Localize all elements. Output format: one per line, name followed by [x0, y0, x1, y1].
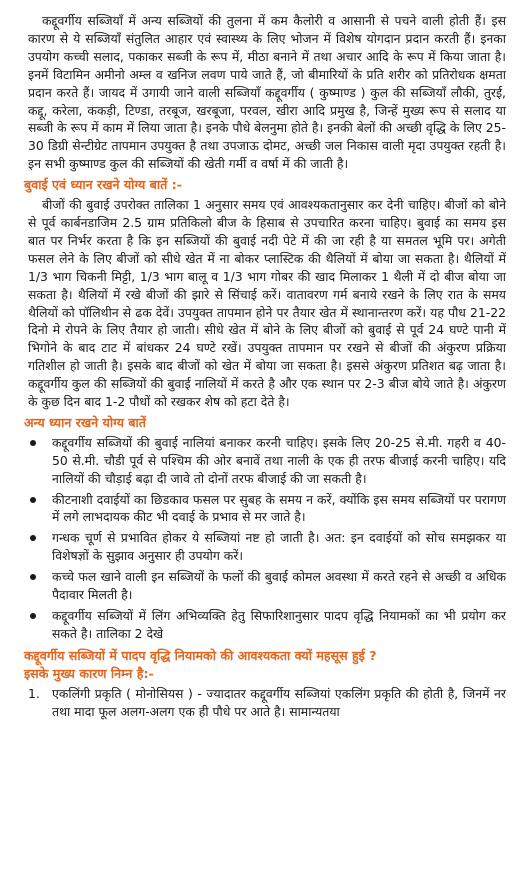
- bullet-text: कद्दूवर्गीय सब्जियों की बुवाई नालियां बनाकर करनी चाहिए। इसके लिए 20-25 से.मी. गहरी व 40-50 से.मी. चौडी पूर्व से पश्चिम की ओर बनावें तथा नाली के एक ही तरफ बीजाई करनी चाहिए। यदि नालियों की चौड़ाई बढ़ा दी जावे तो दोनों तरफ बीजाई की जा सकती है।: [52, 434, 506, 486]
- numbered-list: [28, 685, 506, 721]
- bullet-dot-icon: [30, 574, 36, 580]
- bullet-item: [28, 434, 506, 488]
- bullet-list: [28, 434, 506, 643]
- bullet-text: कच्चे फल खाने वाली इन सब्जियों के फलों की बुवाई कोमल अवस्था में करते रहने से अच्छी व अधिक पैदावार मिलती है।: [52, 569, 506, 603]
- bullet-text: कीटनाशी दवाईयों का छिडकाव फसल पर सुबह के समय न करें, क्योंकि इस समय सब्जियों पर परागण में लगे लाभदायक कीट भी दवाई के प्रभाव से मर जाते है।: [52, 491, 506, 525]
- bullet-item: [28, 491, 506, 527]
- bullet-text: गन्धक चूर्ण से प्रभावित होकर ये सब्जियां नष्ट हो जाती है। अत: इन दवाईयों को सोच समझकर या विशेषज्ञों के सुझाव अनुसार ही उपयोग करें।: [52, 530, 506, 564]
- bullet-dot-icon: [30, 497, 36, 503]
- item-text: एकलिंगी प्रकृति ( मोनोसियस ) - ज्यादातर कद्दूवर्गीय सब्जियां एकलिंग प्रकृति की होती है, जिनमें नर तथा मादा फूल अलग-अलग एक ही पौधे पर आते है। सामान्यतया: [52, 685, 506, 719]
- numbered-item: [28, 685, 506, 721]
- item-number: 1.: [28, 685, 40, 701]
- question-heading: कद्दूवर्गीय सब्जियों में पादप वृद्धि नियामको की आवश्यकता क्यों महसूस हुई ?: [24, 647, 377, 663]
- reasons-heading: इसके मुख्य कारण निम्न है:-: [24, 665, 154, 681]
- intro-paragraph: कद्दूवर्गीय सब्जियाँ में अन्य सब्जियों की तुलना में कम कैलोरी व आसानी से पचने वाली होती हैं। इस कारण से ये सब्जियाँ संतुलित आहार एवं स्वास्थ्य के लिए भोजन में विशेष योगदान प्रदान करती हैं। इनका उपयोग कच्ची सलाद, पकाकर सब्जी के रूप में, मीठा बनाने में तथा अचार आदि के रूप में किया जाता है। इनमें विटामिन अमीनो अम्ल व खनिज लवण पाये जाते हैं, जो बीमारियों के प्रति शरीर को प्रतिरोधक क्षमता प्रदान करते हैं। जायद में उगायी जाने वाली सब्जियाँ कद्दूवर्गीय ( कुष्माण्ड ) कुल की सब्जियाँ लौकी, तुरई, कद्दू, करेला, ककड़ी, टिण्डा, तरबूज, खरबूजा, परवल, खीरा आदि प्रमुख है, जिन्हें मुख्य रूप से सलाद या सब्जी के रूप में काम में लिया जाता है। इनके पौधे बेलनुमा होते है। इनकी बेलों की अच्छी वृद्धि के लिए 25-30 डिग्री सेन्टीग्रेट तापमान उपयुक्त है तथा उपजाऊ दोमट, अच्छी जल निकास वाली मृदा उपयुक्त रहती है। इन सभी कुष्माण्ड कुल की सब्जियों की खेती गर्मी व वर्षा में की जाती है।: [28, 13, 506, 172]
- bullet-dot-icon: [30, 440, 36, 446]
- bullet-dot-icon: [30, 613, 36, 619]
- bullet-item: [28, 529, 506, 565]
- bullet-dot-icon: [30, 535, 36, 541]
- sowing-paragraph: बीजों की बुवाई उपरोक्त तालिका 1 अनुसार समय एवं आवश्यकतानुसार कर देनी चाहिए। बीजों को बोने से पूर्व कार्बनडाजिम 2.5 ग्राम प्रतिकिलो बीज के हिसाब से उपचारित करना चाहिए। बुवाई का समय इस बात पर निर्भर करता है कि इन सब्जियों की बुवाई नदी पेटे में की जा रही है या समतल भूमि पर। अगेती फसल लेने के लिए बीजों को सीधे खेत में ना बोकर प्लास्टिक की थैलियों में बोया जा सकता है। थैलियों में 1/3 भाग चिकनी मिट्टी, 1/3 भाग बालू व 1/3 भाग गोबर की खाद मिलाकर 1 थैली में दो बीज बोया जा सकता है। थैलियों में रखे बीजों की झारे से सिंचाई करें। वातावरण गर्म बनाये रखने के लिए रात के समय थैलियों को पॉलिथीन से ढक देवें। उपयुक्त तापमान होने पर तैयार खेत में स्थानान्तरण करें। यह पौध 21-22 दिनो मे रोपने के लिए तैयार हो जाती। सीधे खेत में बोने के लिए बीजों को बुवाई से पूर्व 24 घण्टे पानी में भिगोने के बाद टाट में बांधकर 24 घण्टे रखें। उपयुक्त तापमान पर रखने से बीजों की अंकुरण प्रक्रिया गतिशील हो जाती है। इसके बाद बीजों को खेत में बोया जा सकता है। इससे अंकुरण प्रतिशत बढ़ जाता है। कद्दूवर्गीय कुल की सब्जियों की बुवाई नालियों में करते है और एक स्थान पर 2-3 बीज बोये जाते है। अंकुरण के कुछ दिन बाद 1-2 पौधों को रखकर शेष को हटा देते है।: [28, 197, 506, 410]
- bullet-item: [28, 607, 506, 643]
- bullet-text: कद्दूवर्गीय सब्जियों में लिंग अभिव्यक्ति हेतु सिफारिशानुसार पादप वृद्धि नियामकों का भी प्रयोग कर सकते है। तालिका 2 देखे: [52, 608, 506, 641]
- sowing-heading: बुवाई एवं ध्यान रखने योग्य बातें :-: [24, 177, 182, 193]
- bullet-item: [28, 568, 506, 604]
- other-points-heading: अन्य ध्यान रखने योग्य बातें: [24, 414, 146, 430]
